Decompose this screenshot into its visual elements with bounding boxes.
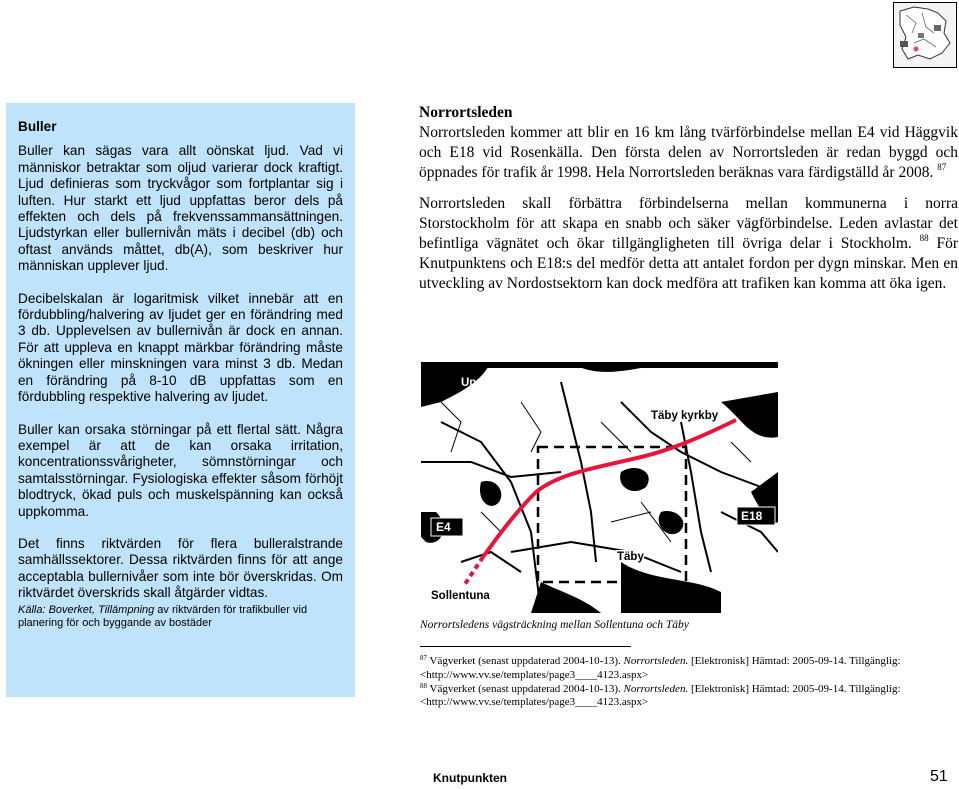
map-caption: Norrortsledens vägsträckning mellan Sollentuna och Täby bbox=[420, 619, 689, 631]
footnote-88-title: Norrortsleden. bbox=[623, 682, 689, 695]
norrortsleden-section bbox=[419, 103, 958, 294]
footnote-87-pre: Vägverket (senast uppdaterad 2004-10-13). bbox=[427, 655, 624, 667]
section-paragraph-1 bbox=[419, 123, 958, 183]
label-e18: E18 bbox=[741, 509, 763, 523]
sidebar-paragraph-3: Buller kan orsaka störningar på ett flertal sätt. Några exempel är att de kan orsaka irritation, koncentrationssvårigheter, sömnstörningar och samtalsstörningar. Fysiologiska effekter såsom förhöjt blodtryck, ökad puls och muskelspänning kan också uppkomma. bbox=[18, 421, 343, 519]
thumbnail-map bbox=[893, 2, 957, 68]
section-heading: Norrortsleden bbox=[419, 104, 513, 121]
footnote-87-number: 87 bbox=[420, 654, 427, 662]
label-upplands-vasby: Upplands Väsby bbox=[461, 377, 551, 389]
footnote-ref-87: 87 bbox=[937, 162, 947, 172]
sidebar-paragraph-2: Decibelskalan är logaritmisk vilket innebär att en fördubbling/halvering av ljudet ger en förändring med 3 db. Upplevelsen av bullernivån är dock en annan. För att uppleva en knappt märkbar förändring måste ökningen eller minskningen vara minst 3 db. Medan en förändring på 8-10 dB uppfattas som en fördubbling respektive halvering av ljudet. bbox=[18, 290, 343, 405]
footer-title: Knutpunkten bbox=[433, 771, 507, 785]
source-rest: av riktvärden för trafikbuller vid planering för och byggande av bostäder bbox=[18, 603, 308, 630]
footnote-ref-88: 88 bbox=[919, 233, 929, 243]
route-map bbox=[421, 362, 778, 613]
footnote-88 bbox=[420, 683, 956, 711]
sidebar-paragraph-4: Det finns riktvärden för flera bulleralstrande samhällssektorer. Dessa riktvärden finns för att ange acceptabla bullernivåer som inte bör överskridas. Om riktvärdet överskrids skall åtgärder vidtas. bbox=[18, 535, 343, 601]
footnote-87-post: [Elektronisk] Hämtad: 2005-09-14. Tillgänglig: <http://www.vv.se/templates/page3____4123.aspx> bbox=[420, 655, 901, 681]
footnote-88-pre: Vägverket (senast uppdaterad 2004-10-13). bbox=[427, 682, 624, 695]
buller-sidebar bbox=[6, 103, 355, 697]
paragraph-1-text: Norrortsleden kommer att blir en 16 km lång tvärförbindelse mellan E4 vid Häggvik och E18 vid Rosenkälla. Den första delen av Norrortsleden är redan byggd och öppnades för trafik år 1998. Hela Norrortsleden beräknas vara färdigställd år 2008. bbox=[419, 124, 958, 181]
sidebar-heading: Buller bbox=[18, 119, 57, 134]
paragraph-2b-text: För Knutpunktens och E18:s del medför detta att antalet fordon per dygn minskar. Men en utveckling av Nordostsektorn kan dock medföra att trafiken kan komma att öka igen. bbox=[419, 235, 958, 292]
footnote-divider bbox=[420, 646, 631, 647]
footnote-88-post: [Elektronisk] Hämtad: 2005-09-14. Tillgänglig: <http://www.vv.se/templates/page3____4123.aspx> bbox=[420, 682, 901, 709]
paragraph-2a-text: Norrortsleden skall förbättra förbindelserna mellan kommunerna i norra Storstockholm för att skapa en snabb och säker vägförbindelse. Leden avlastar det befintliga vägnätet och ökar tillgängligheten till övriga delar i Stockholm. bbox=[419, 195, 958, 252]
sidebar-paragraph-1: Buller kan sägas vara allt oönskat ljud. Vad vi människor betraktar som oljud varierar dock kraftigt. Ljud definieras som tryckvågor som fortplantar sig i luften. Hur starkt ett ljud uppfattas beror dels på effekten och dels på frekvenssammansättningen. Ljudstyrkan eller bullernivån mäts i decibel (db) och oftast används måttet, db(A), som beskriver hur människan upplever ljud. bbox=[18, 143, 343, 274]
label-e4: E4 bbox=[436, 520, 451, 534]
label-taby: Täby bbox=[617, 551, 644, 563]
footnote-87-title: Norrortsleden. bbox=[623, 655, 689, 667]
label-sollentuna: Sollentuna bbox=[431, 590, 490, 602]
label-taby-kyrkby: Täby kyrkby bbox=[651, 410, 719, 422]
section-paragraph-2 bbox=[419, 194, 958, 294]
page-number: 51 bbox=[930, 768, 948, 785]
footnotes bbox=[420, 655, 956, 710]
footnote-87 bbox=[420, 655, 956, 683]
sidebar-source bbox=[18, 604, 343, 631]
source-prefix: Källa: Boverket, Tillämpning bbox=[18, 603, 155, 616]
footnote-88-number: 88 bbox=[420, 681, 427, 690]
